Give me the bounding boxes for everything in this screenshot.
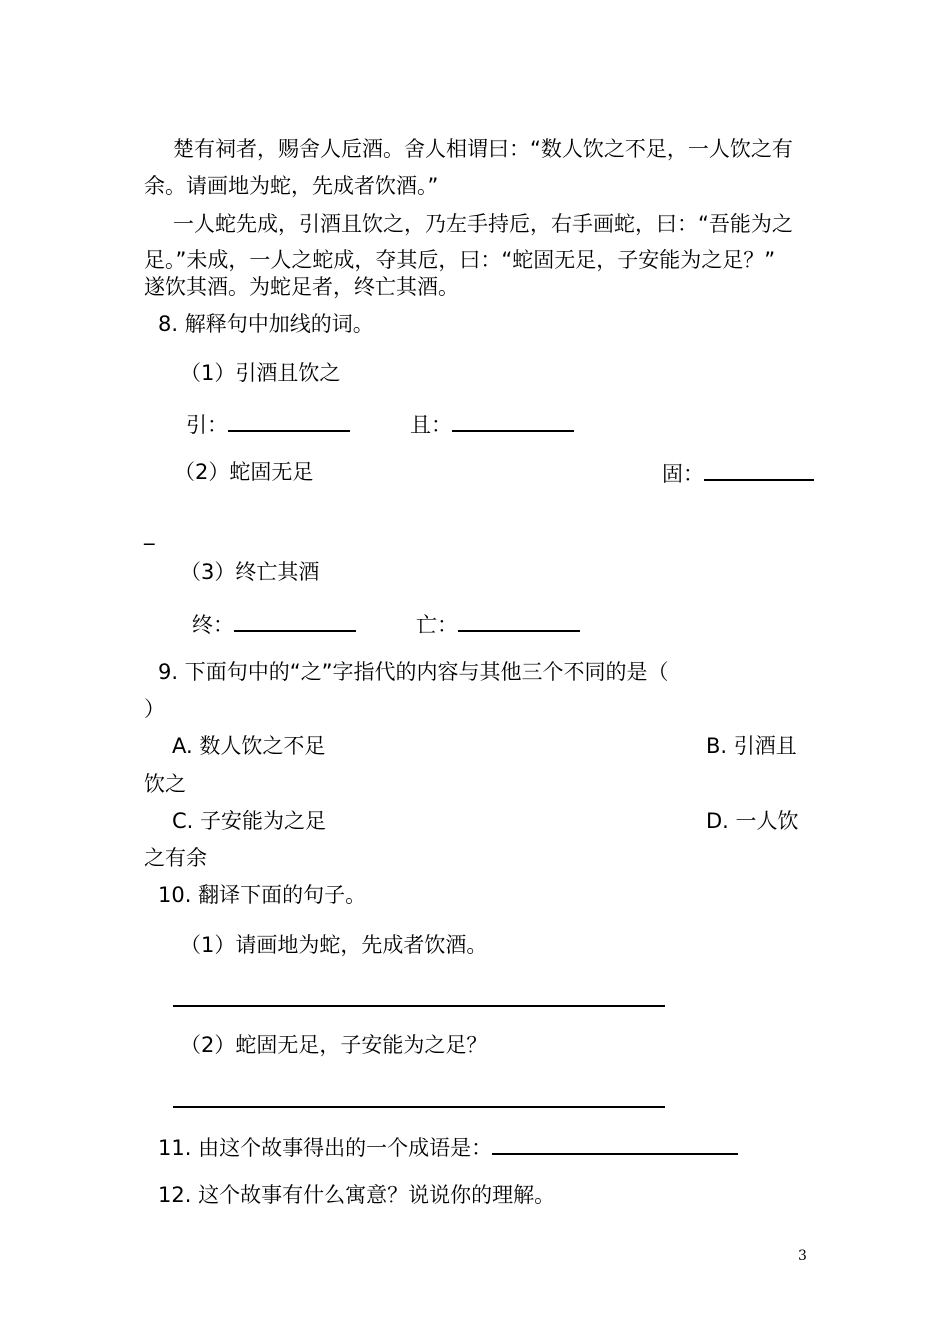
passage-line: 楚有祠者，赐舍人卮酒。舍人相谓曰：“数人饮之不足，一人饮之有	[173, 137, 793, 161]
question-9-option-c[interactable]: C. 子安能为之足	[172, 809, 327, 833]
question-11-title	[158, 1131, 738, 1163]
answer-blank[interactable]	[228, 408, 350, 432]
answer-blank[interactable]	[704, 457, 814, 481]
page-number: 3	[798, 1248, 807, 1264]
answer-blank[interactable]	[234, 608, 356, 632]
question-9-option-a[interactable]: A. 数人饮之不足	[172, 734, 326, 758]
answer-blank[interactable]	[452, 408, 574, 432]
question-12-title: 12. 这个故事有什么寓意？说说你的理解。	[158, 1183, 556, 1207]
question-8-item-1-answer-yin	[186, 408, 350, 440]
answer-label: 引：	[186, 413, 228, 437]
question-8-item-3-answer-zhong	[192, 608, 356, 640]
question-8-item-2-tail: _	[144, 521, 155, 545]
question-10-item-2: （2）蛇固无足，子安能为之足？	[180, 1033, 488, 1057]
answer-label: 亡：	[416, 613, 458, 637]
passage-line: 余。请画地为蛇，先成者饮酒。”	[144, 174, 439, 198]
answer-blank[interactable]	[458, 608, 580, 632]
question-9-title-end: ）	[144, 697, 165, 721]
question-10-item-2-answer-line[interactable]	[173, 1106, 665, 1108]
question-9-option-b-cont: 饮之	[144, 772, 186, 796]
question-8-item-1-answer-qie	[410, 408, 574, 440]
question-10-item-1: （1）请画地为蛇，先成者饮酒。	[180, 933, 488, 957]
question-9-option-b[interactable]: B. 引酒且	[706, 734, 797, 758]
question-8-item-1: （1）引酒且饮之	[180, 361, 341, 385]
question-8-title: 8. 解释句中加线的词。	[158, 312, 374, 336]
question-11-text: 11. 由这个故事得出的一个成语是：	[158, 1136, 493, 1160]
question-10-title: 10. 翻译下面的句子。	[158, 883, 367, 907]
passage-line: 遂饮其酒。为蛇足者，终亡其酒。	[144, 275, 459, 299]
question-8-item-2: （2）蛇固无足	[174, 460, 314, 484]
question-8-item-3: （3）终亡其酒	[180, 560, 320, 584]
answer-label: 终：	[192, 613, 234, 637]
answer-label: 固：	[662, 462, 704, 486]
question-8-item-2-answer-gu	[662, 457, 814, 489]
question-10-item-1-answer-line[interactable]	[173, 1005, 665, 1007]
question-8-item-3-answer-wang	[416, 608, 580, 640]
question-9-option-d-cont: 之有余	[144, 846, 207, 870]
question-9-option-d[interactable]: D. 一人饮	[706, 809, 799, 833]
answer-label: 且：	[410, 413, 452, 437]
answer-blank[interactable]	[492, 1131, 738, 1155]
passage-line: 足。”未成，一人之蛇成，夺其卮，曰：“蛇固无足，子安能为之足？”	[144, 248, 776, 272]
passage-line: 一人蛇先成，引酒且饮之，乃左手持卮，右手画蛇，曰：“吾能为之	[173, 212, 793, 236]
question-9-title: 9. 下面句中的“之”字指代的内容与其他三个不同的是（	[158, 660, 669, 684]
